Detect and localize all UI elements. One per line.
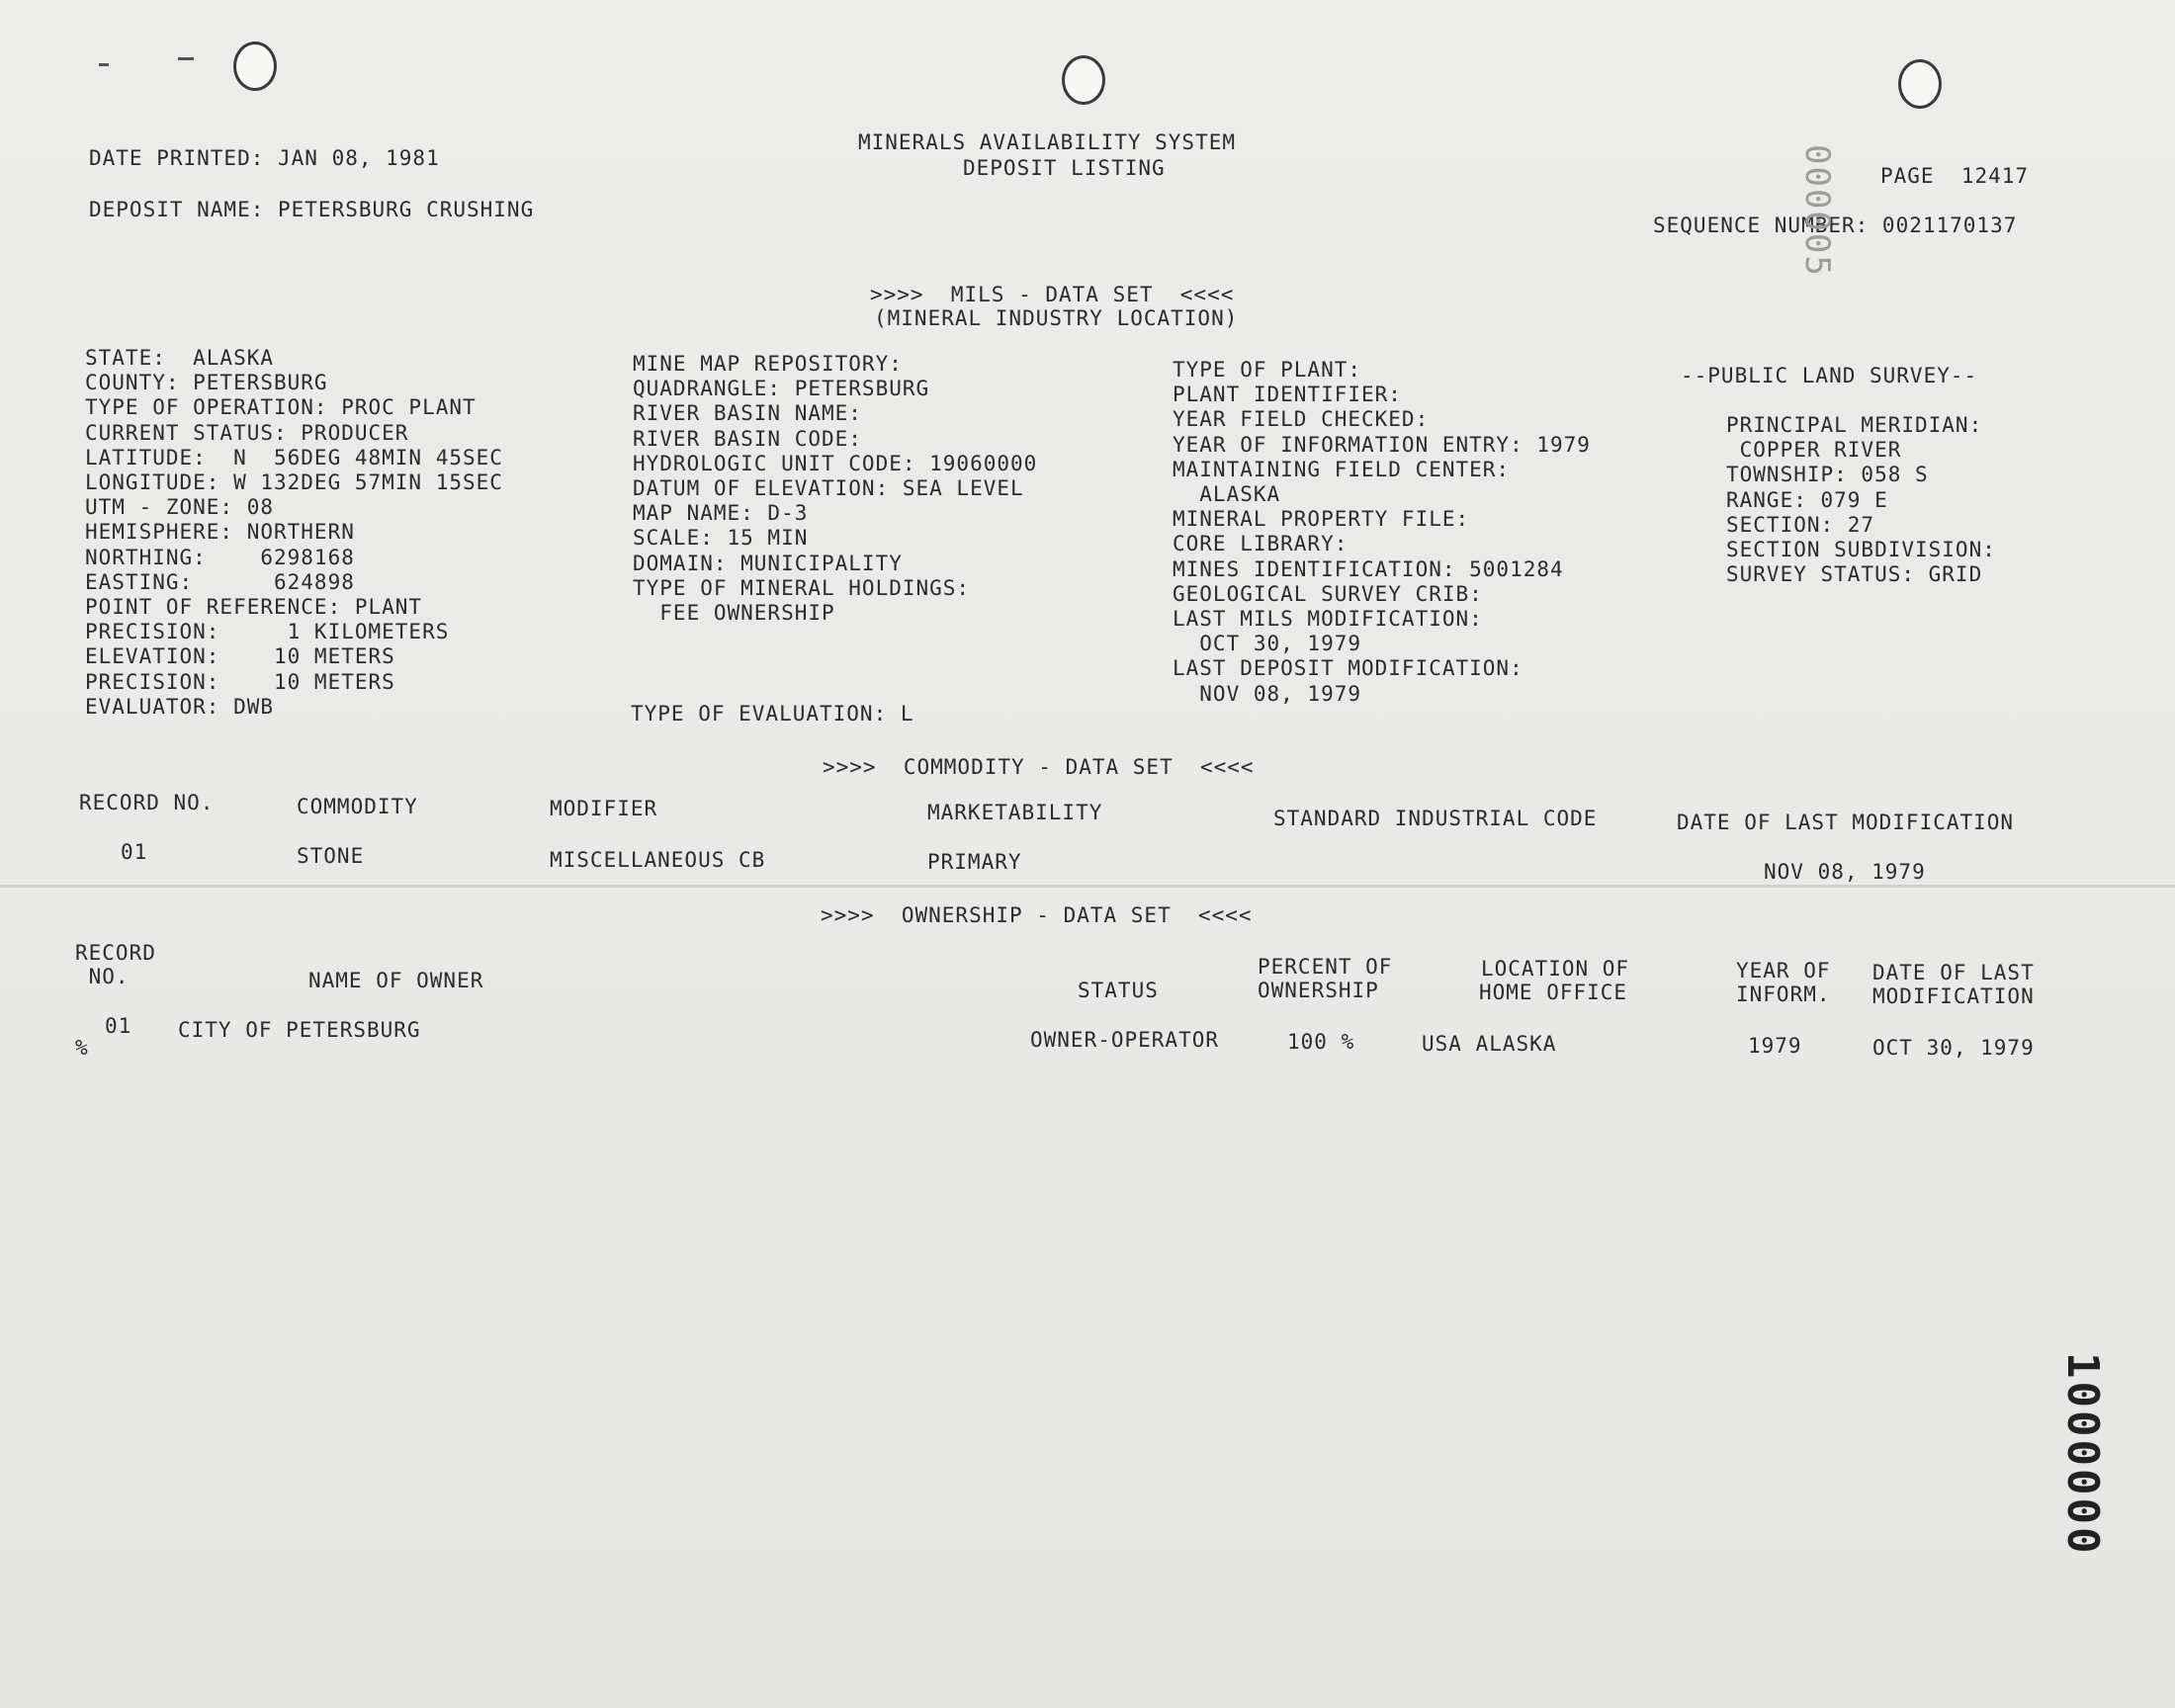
mils-field: PRECISION: 1 KILOMETERS	[85, 620, 450, 644]
sequence-number: SEQUENCE NUMBER: 0021170137	[1653, 214, 2018, 237]
ownership-row-location: USA ALASKA	[1422, 1032, 1557, 1056]
ownership-row-name: CITY OF PETERSBURG	[178, 1018, 421, 1042]
mils-field: DOMAIN: MUNICIPALITY	[633, 551, 903, 575]
mils-field: MINES IDENTIFICATION: 5001284	[1173, 556, 1564, 581]
page-number: PAGE 12417	[1880, 164, 2030, 188]
ownership-header-location-b: HOME OFFICE	[1479, 981, 1628, 1004]
ownership-header-year-a: YEAR OF	[1736, 959, 1831, 982]
ownership-row-date: OCT 30, 1979	[1872, 1036, 2035, 1060]
mils-field: RIVER BASIN CODE:	[633, 426, 862, 451]
ownership-header-name: NAME OF OWNER	[308, 969, 484, 992]
commodity-header-modifier: MODIFIER	[550, 797, 658, 820]
stray-mark	[178, 57, 194, 60]
vertical-stamp-bottom: 1000000	[2057, 1352, 2108, 1557]
mils-column-1	[85, 346, 503, 720]
commodity-header-sic: STANDARD INDUSTRIAL CODE	[1273, 807, 1598, 830]
mils-field: OCT 30, 1979	[1173, 632, 1362, 656]
mils-field: HEMISPHERE: NORTHERN	[85, 520, 355, 545]
mils-field: SCALE: 15 MIN	[633, 526, 809, 551]
mils-field: MAP NAME: D-3	[633, 501, 809, 526]
ownership-row-record-no: 01	[105, 1014, 132, 1038]
system-title: MINERALS AVAILABILITY SYSTEM	[858, 130, 1237, 154]
commodity-header-record-no: RECORD NO.	[79, 791, 215, 814]
mils-field: TYPE OF PLANT:	[1173, 358, 1362, 382]
mils-field: MINERAL PROPERTY FILE:	[1173, 507, 1470, 532]
mils-field: TYPE OF MINERAL HOLDINGS:	[633, 575, 971, 600]
commodity-row-record-no: 01	[121, 840, 148, 864]
survey-field: RANGE: 079 E	[1726, 487, 1888, 512]
mils-field: ALASKA	[1173, 482, 1281, 507]
ownership-row-marker: %	[75, 1036, 89, 1060]
page-fold	[0, 885, 2175, 888]
survey-field: PRINCIPAL MERIDIAN:	[1726, 413, 1983, 437]
mils-field: QUADRANGLE: PETERSBURG	[633, 377, 930, 401]
mils-field: PLANT IDENTIFIER:	[1173, 383, 1402, 407]
mils-field: NOV 08, 1979	[1173, 681, 1362, 706]
mils-field: LAST MILS MODIFICATION:	[1173, 607, 1483, 632]
vertical-stamp-top: 000005	[1797, 144, 1837, 278]
stray-mark	[99, 63, 109, 66]
commodity-row-marketability: PRIMARY	[927, 850, 1022, 874]
mils-field: LAST DEPOSIT MODIFICATION:	[1173, 656, 1523, 681]
commodity-row-modifier: MISCELLANEOUS CB	[550, 848, 766, 872]
mils-field: DATUM OF ELEVATION: SEA LEVEL	[633, 476, 1024, 501]
punch-hole-left	[233, 42, 277, 91]
ownership-row-year: 1979	[1748, 1034, 1802, 1058]
mils-field: LONGITUDE: W 132DEG 57MIN 15SEC	[85, 470, 503, 495]
public-land-survey-title: --PUBLIC LAND SURVEY--	[1681, 364, 1978, 387]
ownership-header-location-a: LOCATION OF	[1481, 957, 1630, 981]
mils-field: RIVER BASIN NAME:	[633, 401, 862, 426]
type-of-evaluation: TYPE OF EVALUATION: L	[631, 702, 914, 726]
commodity-title: >>>> COMMODITY - DATA SET <<<<	[823, 755, 1255, 779]
mils-title: >>>> MILS - DATA SET <<<<	[870, 283, 1235, 306]
listing-title: DEPOSIT LISTING	[963, 156, 1166, 180]
ownership-header-record-b: NO.	[75, 965, 130, 988]
mils-field: CURRENT STATUS: PRODUCER	[85, 420, 409, 445]
punch-hole-center	[1062, 55, 1105, 105]
ownership-row-status: OWNER-OPERATOR	[1030, 1028, 1220, 1052]
punch-hole-right	[1898, 59, 1942, 109]
mils-column-3	[1173, 358, 1591, 707]
mils-field: EVALUATOR: DWB	[85, 694, 275, 719]
ownership-header-year-b: INFORM.	[1736, 982, 1831, 1006]
ownership-header-percent-a: PERCENT OF	[1258, 955, 1393, 979]
mils-column-4	[1726, 413, 1996, 587]
survey-field: SECTION: 27	[1726, 512, 1875, 537]
mils-field: FEE OWNERSHIP	[633, 601, 835, 626]
mils-field: ELEVATION: 10 METERS	[85, 644, 395, 669]
survey-field: COPPER RIVER	[1726, 438, 1902, 463]
mils-field: TYPE OF OPERATION: PROC PLANT	[85, 395, 477, 420]
mils-field: HYDROLOGIC UNIT CODE: 19060000	[633, 451, 1038, 475]
mils-field: COUNTY: PETERSBURG	[85, 371, 328, 395]
survey-field: SECTION SUBDIVISION:	[1726, 538, 1996, 562]
mils-field: STATE: ALASKA	[85, 346, 275, 370]
mils-field: NORTHING: 6298168	[85, 545, 355, 569]
mils-field: CORE LIBRARY:	[1173, 532, 1348, 556]
mils-field: POINT OF REFERENCE: PLANT	[85, 595, 423, 620]
commodity-header-marketability: MARKETABILITY	[927, 801, 1103, 824]
mils-field: PRECISION: 10 METERS	[85, 669, 395, 694]
mils-field: MAINTAINING FIELD CENTER:	[1173, 457, 1511, 481]
survey-field: TOWNSHIP: 058 S	[1726, 463, 1929, 487]
date-printed: DATE PRINTED: JAN 08, 1981	[89, 146, 440, 170]
mils-field: UTM - ZONE: 08	[85, 495, 275, 520]
mils-field: LATITUDE: N 56DEG 48MIN 45SEC	[85, 445, 503, 470]
ownership-header-record-a: RECORD	[75, 941, 156, 965]
mils-subtitle: (MINERAL INDUSTRY LOCATION)	[874, 306, 1239, 330]
commodity-row-commodity: STONE	[297, 844, 365, 868]
ownership-header-date-a: DATE OF LAST	[1872, 961, 2035, 984]
ownership-header-date-b: MODIFICATION	[1872, 984, 2035, 1008]
ownership-title: >>>> OWNERSHIP - DATA SET <<<<	[821, 903, 1253, 927]
mils-field: YEAR FIELD CHECKED:	[1173, 407, 1430, 432]
mils-column-2	[633, 352, 1037, 626]
deposit-name: DEPOSIT NAME: PETERSBURG CRUSHING	[89, 198, 535, 221]
ownership-row-percent: 100 %	[1287, 1030, 1355, 1054]
ownership-header-percent-b: OWNERSHIP	[1258, 979, 1379, 1002]
survey-field: SURVEY STATUS: GRID	[1726, 562, 1983, 587]
mils-field: EASTING: 624898	[85, 569, 355, 594]
ownership-header-status: STATUS	[1078, 979, 1159, 1002]
commodity-header-last-mod: DATE OF LAST MODIFICATION	[1677, 811, 2015, 834]
mils-field: YEAR OF INFORMATION ENTRY: 1979	[1173, 432, 1591, 457]
commodity-header-commodity: COMMODITY	[297, 795, 418, 818]
commodity-row-last-mod: NOV 08, 1979	[1764, 860, 1926, 884]
mils-field: GEOLOGICAL SURVEY CRIB:	[1173, 581, 1483, 606]
mils-field: MINE MAP REPOSITORY:	[633, 352, 903, 376]
